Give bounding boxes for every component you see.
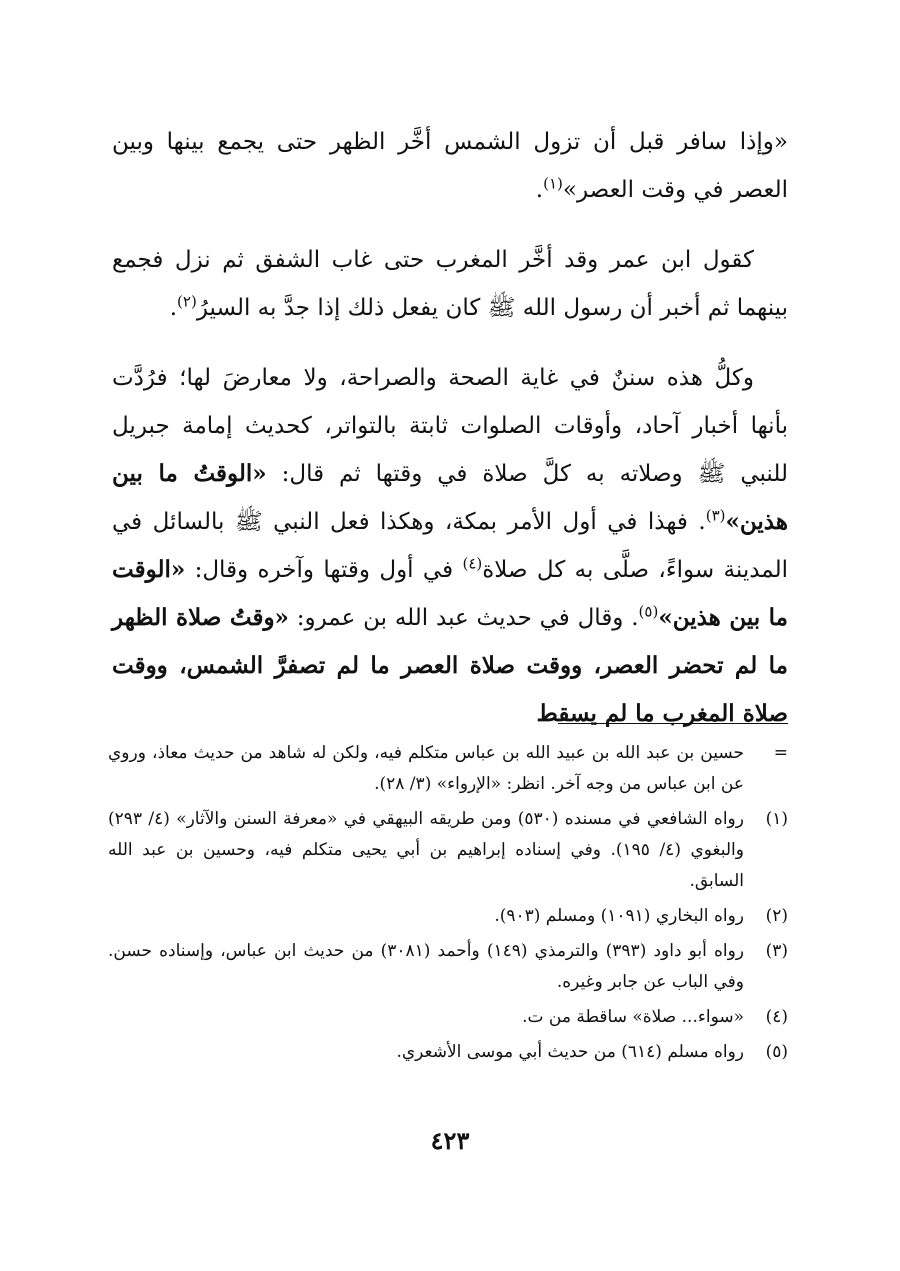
quote-bold-2: «الوقت ما بين هذين» bbox=[112, 556, 789, 631]
footnote-text: رواه مسلم (٦١٤) من حديث أبي موسى الأشعري. bbox=[396, 1042, 744, 1062]
footnote-text: «سواء... صلاة» ساقطة من ت. bbox=[522, 1007, 744, 1027]
footnote-number: (٤) bbox=[765, 1007, 788, 1027]
footnote-item bbox=[108, 1002, 788, 1033]
paragraph-2: كقول ابن عمر وقد أخَّر المغرب حتى غاب الشفق ثم نزل فجمع بينهما ثم أخبر أن رسول الله ﷺ كان يفعل ذلك إذا جدَّ به السيرُ$^{(٢)}$. bbox=[112, 247, 788, 321]
footnote-ref-1[interactable]: (١) bbox=[543, 174, 563, 193]
footnote-item bbox=[108, 936, 788, 998]
footnote-item bbox=[108, 804, 788, 897]
footnote-ref-4[interactable]: (٤) bbox=[462, 554, 483, 573]
footnote-text: رواه البخاري (١٠٩١) ومسلم (٩٠٣). bbox=[494, 906, 744, 926]
main-text bbox=[112, 118, 788, 738]
footnote-text: حسين بن عبد الله بن عبيد الله بن عباس متكلم فيه، ولكن له شاهد من حديث معاذ، وروي عن ابن عباس من وجه آخر. انظر: «الإرواء» (٣/ ٢٨). bbox=[108, 743, 744, 794]
quote-bold-3: «وقتُ صلاة الظهر ما لم تحضر العصر، ووقت صلاة العصر ما لم تصفرَّ الشمس، ووقت صلاة المغرب ما لم يسقط bbox=[112, 604, 788, 727]
footnote-number: (٥) bbox=[765, 1042, 788, 1062]
footnote-item bbox=[108, 1037, 788, 1068]
footnote-number: = bbox=[773, 743, 788, 763]
footnote-ref-2[interactable]: (٢) bbox=[177, 292, 197, 311]
footnote-number: (٢) bbox=[765, 906, 788, 926]
footnote-ref-5[interactable]: (٥) bbox=[638, 602, 659, 621]
footnote-item bbox=[108, 901, 788, 932]
footnote-text: رواه الشافعي في مسنده (٥٣٠) ومن طريقه البيهقي في «معرفة السنن والآثار» (٤/ ٢٩٣) والبغوي (٤/ ١٩٥). وفي إسناده إبراهيم بن أبي يحيى متكلم فيه، وحسين بن عبد الله السابق. bbox=[108, 809, 744, 891]
footnote-ref-3[interactable]: (٣) bbox=[705, 506, 726, 525]
footnote-divider bbox=[558, 723, 788, 724]
page-number: ٤٢٣ bbox=[430, 1126, 470, 1155]
footnotes bbox=[108, 738, 788, 1072]
paragraph-3: وكلُّ هذه سننٌ في غاية الصحة والصراحة، ولا معارضَ لها؛ فرُدَّت بأنها أخبار آحاد، وأوقات الصلوات ثابتة بالتواتر، كحديث إمامة جبريل للنبي ﷺ وصلاته به كلَّ صلاة في وقتها ثم قال: «الوقتُ ما بين هذين»$^{(٣)}$. فهذا في أول الأمر بمكة، وهكذا فعل النبي ﷺ بالسائل في المدينة سواءً، صلَّى به كل صلاة$^{(٤)}$ في أول وقتها وآخره وقال: «الوقت ما بين هذين»$^{(٥)}$. وقال في حديث عبد الله بن عمرو: «وقتُ صلاة الظهر ما لم تحضر العصر، ووقت صلاة العصر ما لم تصفرَّ الشمس، ووقت صلاة المغرب ما لم يسقط bbox=[112, 365, 789, 727]
footnote-number: (١) bbox=[765, 809, 788, 829]
footnote-text: رواه أبو داود (٣٩٣) والترمذي (١٤٩) وأحمد (٣٠٨١) من حديث ابن عباس، وإسناده حسن. وفي الباب عن جابر وغيره. bbox=[108, 941, 745, 992]
footnote-item bbox=[108, 738, 788, 800]
footnote-number: (٣) bbox=[765, 941, 788, 961]
paragraph-1: «وإذا سافر قبل أن تزول الشمس أخَّر الظهر حتى يجمع بينها وبين العصر في وقت العصر»$^{(١)}$. bbox=[112, 129, 788, 203]
quote-bold-1: «الوقتُ ما بين هذين» bbox=[112, 460, 788, 535]
